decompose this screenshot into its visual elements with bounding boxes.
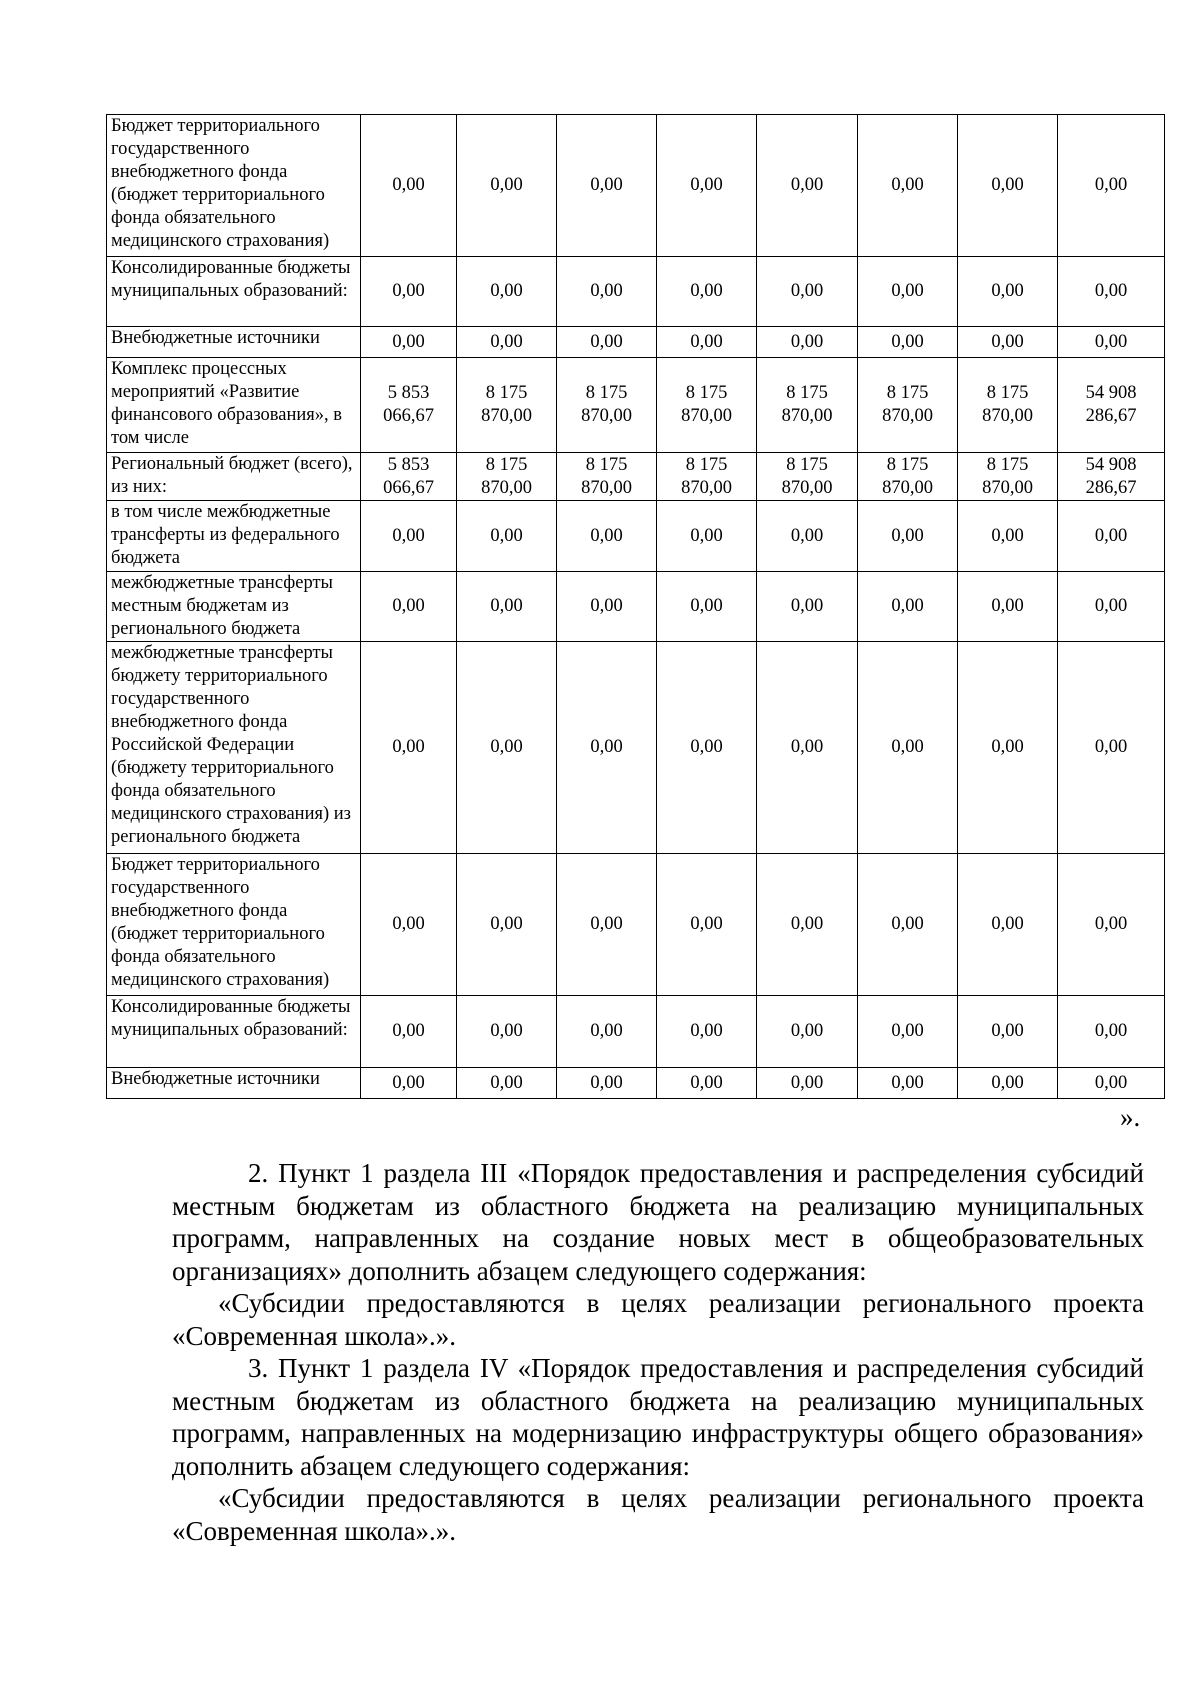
value-cell: 0,00 bbox=[958, 854, 1058, 996]
value-cell: 0,00 bbox=[557, 572, 657, 642]
value-cell: 8 175 870,00 bbox=[657, 453, 757, 501]
value-cell: 8 175 870,00 bbox=[757, 358, 858, 453]
value-cell: 0,00 bbox=[757, 327, 858, 358]
value-cell: 8 175 870,00 bbox=[657, 358, 757, 453]
value-cell: 0,00 bbox=[1058, 572, 1165, 642]
row-label: межбюджетные трансферты бюджету территориального государственного внебюджетного фонда Российской Федерации (бюджету территориального фонда обязательного медицинского страхования) из регионального бюджета bbox=[107, 642, 361, 854]
value-cell: 5 853 066,67 bbox=[361, 453, 457, 501]
value-cell: 0,00 bbox=[1058, 642, 1165, 854]
value-cell: 0,00 bbox=[657, 642, 757, 854]
value-cell: 0,00 bbox=[958, 1068, 1058, 1099]
value-cell: 0,00 bbox=[958, 996, 1058, 1068]
row-label: межбюджетные трансферты местным бюджетам из регионального бюджета bbox=[107, 572, 361, 642]
value-cell: 0,00 bbox=[1058, 257, 1165, 327]
table-row bbox=[107, 996, 1165, 1068]
budget-table-body bbox=[107, 115, 1165, 1099]
value-cell: 0,00 bbox=[457, 257, 557, 327]
value-cell: 0,00 bbox=[557, 257, 657, 327]
value-cell: 0,00 bbox=[858, 642, 958, 854]
value-cell: 0,00 bbox=[757, 642, 858, 854]
value-cell: 0,00 bbox=[657, 257, 757, 327]
value-cell: 0,00 bbox=[958, 327, 1058, 358]
value-cell: 0,00 bbox=[557, 115, 657, 257]
value-cell: 0,00 bbox=[657, 572, 757, 642]
value-cell: 0,00 bbox=[361, 642, 457, 854]
value-cell: 0,00 bbox=[757, 996, 858, 1068]
budget-table bbox=[106, 114, 1165, 1099]
table-row bbox=[107, 453, 1165, 501]
row-label: Консолидированные бюджеты муниципальных образований: bbox=[107, 996, 361, 1068]
value-cell: 0,00 bbox=[361, 327, 457, 358]
closing-quote: ». bbox=[1120, 1102, 1141, 1132]
value-cell: 0,00 bbox=[1058, 854, 1165, 996]
value-cell: 0,00 bbox=[858, 327, 958, 358]
value-cell: 0,00 bbox=[858, 257, 958, 327]
paragraph-2-quote: «Субсидии предоставляются в целях реализации регионального проекта «Современная школа».». bbox=[172, 1288, 1144, 1351]
row-label: Комплекс процессных мероприятий «Развитие финансового образования», в том числе bbox=[107, 358, 361, 453]
value-cell: 8 175 870,00 bbox=[858, 358, 958, 453]
value-cell: 0,00 bbox=[858, 115, 958, 257]
value-cell: 0,00 bbox=[1058, 1068, 1165, 1099]
value-cell: 0,00 bbox=[757, 572, 858, 642]
value-cell: 0,00 bbox=[361, 115, 457, 257]
value-cell: 8 175 870,00 bbox=[457, 358, 557, 453]
value-cell: 0,00 bbox=[657, 327, 757, 358]
table-row bbox=[107, 1068, 1165, 1099]
value-cell: 8 175 870,00 bbox=[457, 453, 557, 501]
value-cell: 5 853 066,67 bbox=[361, 358, 457, 453]
value-cell: 0,00 bbox=[457, 854, 557, 996]
paragraph-3-quote: «Субсидии предоставляются в целях реализации регионального проекта «Современная школа».». bbox=[172, 1483, 1144, 1546]
value-cell: 0,00 bbox=[757, 1068, 858, 1099]
value-cell: 0,00 bbox=[457, 1068, 557, 1099]
value-cell: 0,00 bbox=[361, 854, 457, 996]
value-cell: 0,00 bbox=[557, 642, 657, 854]
value-cell: 0,00 bbox=[457, 115, 557, 257]
table-row bbox=[107, 358, 1165, 453]
value-cell: 0,00 bbox=[858, 501, 958, 572]
value-cell: 0,00 bbox=[657, 115, 757, 257]
value-cell: 0,00 bbox=[457, 572, 557, 642]
value-cell: 8 175 870,00 bbox=[958, 358, 1058, 453]
row-label: в том числе межбюджетные трансферты из федерального бюджета bbox=[107, 501, 361, 572]
paragraph-3: 3. Пункт 1 раздела IV «Порядок предоставления и распределения субсидий местным бюджетам из областного бюджета на реализацию муниципальных программ, направленных на модернизацию инфраструктуры общего образования» дополнить абзацем следующего содержания: bbox=[172, 1353, 1144, 1481]
row-label: Внебюджетные источники bbox=[107, 1068, 361, 1099]
value-cell: 0,00 bbox=[958, 642, 1058, 854]
value-cell: 0,00 bbox=[858, 854, 958, 996]
table-row bbox=[107, 642, 1165, 854]
value-cell: 0,00 bbox=[557, 327, 657, 358]
table-row bbox=[107, 257, 1165, 327]
value-cell: 54 908 286,67 bbox=[1058, 453, 1165, 501]
value-cell: 0,00 bbox=[361, 257, 457, 327]
value-cell: 0,00 bbox=[557, 1068, 657, 1099]
value-cell: 0,00 bbox=[457, 501, 557, 572]
value-cell: 0,00 bbox=[457, 642, 557, 854]
value-cell: 0,00 bbox=[557, 996, 657, 1068]
value-cell: 8 175 870,00 bbox=[557, 358, 657, 453]
row-label: Региональный бюджет (всего), из них: bbox=[107, 453, 361, 501]
table-row bbox=[107, 115, 1165, 257]
value-cell: 0,00 bbox=[457, 996, 557, 1068]
row-label: Бюджет территориального государственного внебюджетного фонда (бюджет территориального фонда обязательного медицинского страхования) bbox=[107, 115, 361, 257]
value-cell: 0,00 bbox=[757, 115, 858, 257]
value-cell: 8 175 870,00 bbox=[757, 453, 858, 501]
value-cell: 0,00 bbox=[657, 501, 757, 572]
value-cell: 0,00 bbox=[757, 501, 858, 572]
value-cell: 0,00 bbox=[757, 257, 858, 327]
value-cell: 0,00 bbox=[958, 572, 1058, 642]
value-cell: 0,00 bbox=[657, 996, 757, 1068]
table-row bbox=[107, 854, 1165, 996]
value-cell: 8 175 870,00 bbox=[557, 453, 657, 501]
value-cell: 0,00 bbox=[557, 501, 657, 572]
value-cell: 0,00 bbox=[1058, 327, 1165, 358]
value-cell: 0,00 bbox=[361, 501, 457, 572]
value-cell: 8 175 870,00 bbox=[958, 453, 1058, 501]
value-cell: 8 175 870,00 bbox=[858, 453, 958, 501]
value-cell: 0,00 bbox=[858, 996, 958, 1068]
value-cell: 0,00 bbox=[958, 501, 1058, 572]
row-label: Консолидированные бюджеты муниципальных образований: bbox=[107, 257, 361, 327]
value-cell: 0,00 bbox=[361, 1068, 457, 1099]
amendment-section bbox=[172, 1157, 1144, 1547]
row-label: Внебюджетные источники bbox=[107, 327, 361, 358]
value-cell: 0,00 bbox=[557, 854, 657, 996]
value-cell: 0,00 bbox=[361, 996, 457, 1068]
value-cell: 0,00 bbox=[858, 572, 958, 642]
value-cell: 0,00 bbox=[858, 1068, 958, 1099]
value-cell: 0,00 bbox=[1058, 996, 1165, 1068]
table-row bbox=[107, 327, 1165, 358]
value-cell: 0,00 bbox=[457, 327, 557, 358]
value-cell: 0,00 bbox=[958, 257, 1058, 327]
row-label: Бюджет территориального государственного внебюджетного фонда (бюджет территориального фонда обязательного медицинского страхования) bbox=[107, 854, 361, 996]
value-cell: 0,00 bbox=[1058, 501, 1165, 572]
value-cell: 0,00 bbox=[958, 115, 1058, 257]
value-cell: 0,00 bbox=[657, 854, 757, 996]
value-cell: 54 908 286,67 bbox=[1058, 358, 1165, 453]
value-cell: 0,00 bbox=[1058, 115, 1165, 257]
value-cell: 0,00 bbox=[657, 1068, 757, 1099]
value-cell: 0,00 bbox=[757, 854, 858, 996]
table-row bbox=[107, 572, 1165, 642]
table-row bbox=[107, 501, 1165, 572]
paragraph-2: 2. Пункт 1 раздела III «Порядок предоставления и распределения субсидий местным бюджетам из областного бюджета на реализацию муниципальных программ, направленных на создание новых мест в общеобразовательных организациях» дополнить абзацем следующего содержания: bbox=[172, 1158, 1144, 1286]
value-cell: 0,00 bbox=[361, 572, 457, 642]
